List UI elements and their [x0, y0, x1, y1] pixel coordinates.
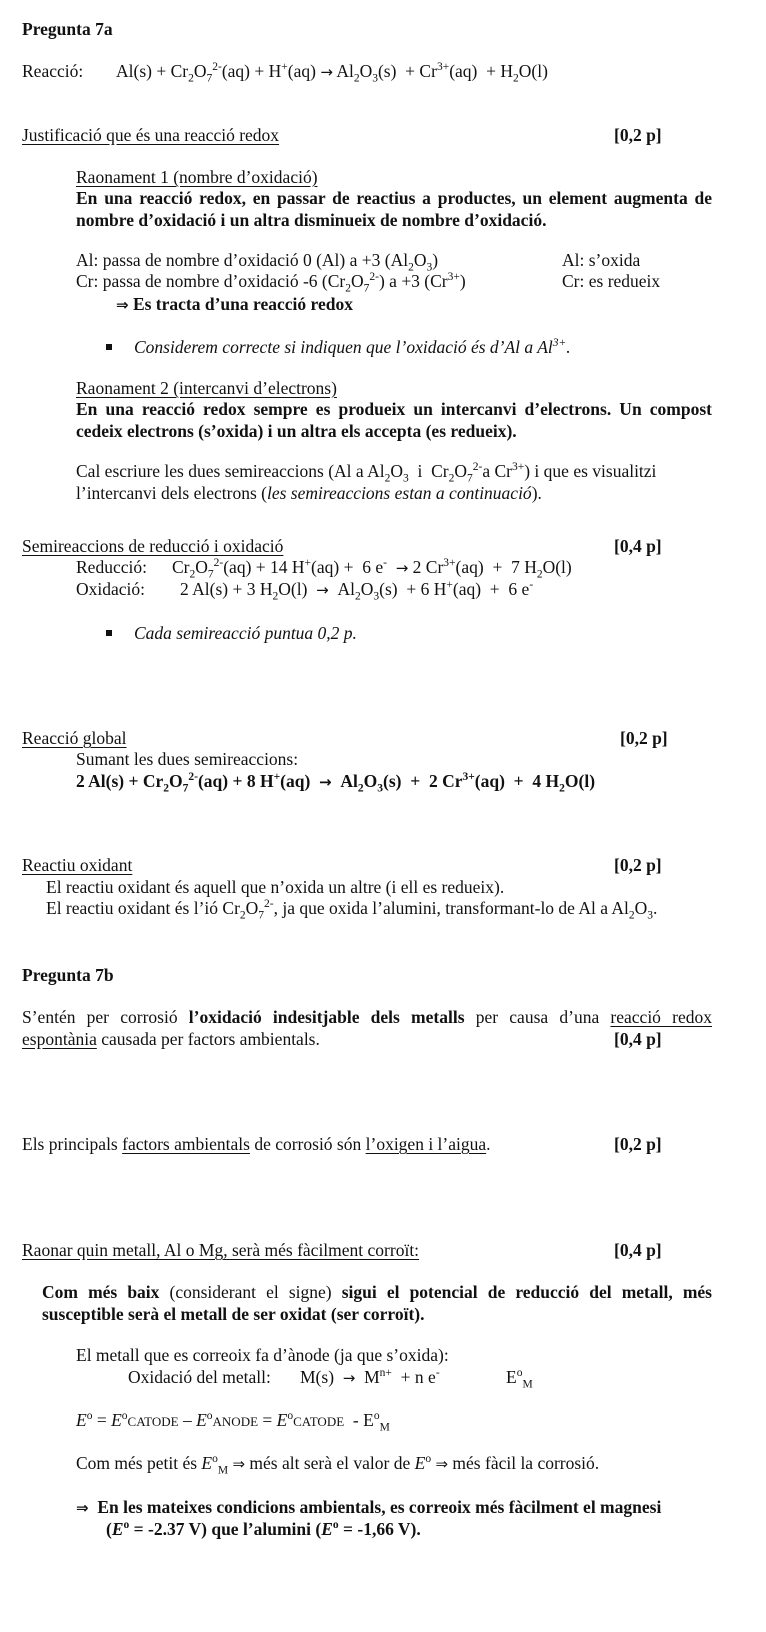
q7b-p3-statement: Com més baix (considerant el signe) sigui el potencial de reducció del metall, més susceptible serà el metall de ser oxidat (ser corroït). [42, 1282, 712, 1324]
q7b-title: Pregunta 7b [22, 965, 114, 985]
semi-points: [0,4 p] [614, 536, 662, 556]
oxidant-heading: Reactiu oxidant [22, 855, 133, 875]
anode-line: El metall que es correoix fa d’ànode (ja que s’oxida): [76, 1345, 449, 1365]
metal-oxidation-label: Oxidació del metall: [128, 1367, 271, 1387]
r1-al-result: Al: s’oxida [562, 250, 641, 270]
final-conclusion-line1: ⇒ En les mateixes condicions ambientals, es correoix més fàcilment el magnesi [76, 1497, 662, 1517]
r1-bullet: Considerem correcte si indiquen que l’oxidació és d’Al a $Al^{3+}$. [106, 336, 571, 358]
r1-al-line: Al: passa de nombre d’oxidació 0 (Al) a +3 $(Al_2O_3)$ [76, 250, 439, 274]
q7b-p2: Els principals factors ambientals de corrosió són l’oxigen i l’aigua. [22, 1134, 491, 1154]
q7b-p1: S’entén per corrosió l’oxidació indesitjable dels metalls per causa d’una reacció redox espontània causada per factors ambientals. [22, 1007, 712, 1049]
oxidation-equation: 2 Al(s) + 3 $H_2O(l) \to Al_2O_3(s) + 6$ H+(aq) + 6 e- [180, 579, 534, 603]
justification-heading: Justificació que és una reacció redox [22, 125, 280, 145]
r1-cr-line: Cr: passa de nombre d’oxidació -6 $(Cr_2O_7^{2-})$ a +3 $(Cr^{3+})$ [76, 271, 466, 295]
r2-text-line2: l’intercanvi dels electrons (les semireaccions estan a continuació). [76, 483, 542, 503]
reduction-equation: $Cr_2O_7^{2-}(aq) + 14$ H+(aq) + 6 e- → 2 $Cr^{3+}(aq) + 7$ $H_2O(l)$ [172, 557, 572, 581]
q7b-p3-heading: Raonar quin metall, Al o Mg, serà més fàcilment corroït: [22, 1240, 420, 1260]
r1-heading: Raonament 1 (nombre d’oxidació) [76, 167, 318, 187]
oxidant-line1: El reactiu oxidant és aquell que n’oxida un altre (i ell es redueix). [46, 877, 505, 897]
compare-line: Com més petit és $E^o_M$ ⇒ més alt serà el valor de $E^o$ ⇒ més fàcil la corrosió. [76, 1453, 600, 1477]
q7a-title: Pregunta 7a [22, 19, 113, 39]
justification-points: [0,2 p] [614, 125, 662, 145]
global-heading: Reacció global [22, 728, 127, 748]
final-conclusion-line2: ($E^o = -2.37$ V) que l’alumini ($E^o = -1,66$ V). [106, 1519, 421, 1539]
r2-statement: En una reacció redox sempre es produeix un intercanvi d’electrons. Un compost cedeix electrons (s’oxida) i un altra els accepta (es redueix). [76, 399, 712, 441]
global-text: Sumant les dues semireaccions: [76, 749, 299, 769]
implies-arrow-icon: ⇒ [116, 296, 129, 314]
reaction-label: Reacció: [22, 61, 84, 81]
r1-cr-result: Cr: es redueix [562, 271, 661, 291]
metal-oxidation-equation: $M(s) \to M^{n+} + n$ e- [300, 1367, 440, 1387]
reduction-label: Reducció: [76, 557, 147, 577]
global-equation: 2 $Al(s) + Cr_2O_7^{2-}(aq) + 8$ $H^+(aq) \to Al_2O_3(s) + 2$ $Cr^{3+}(aq) + 4$ $H_2O(l)$ [76, 771, 596, 795]
r2-heading: Raonament 2 (intercanvi d’electrons) [76, 378, 337, 398]
semi-bullet: Cada semireacció puntua 0,2 p. [106, 622, 357, 644]
r2-text-line1: Cal escriure les dues semireaccions (Al a $Al_2O_3$ i $Cr_2O_7^{2-}a$ $Cr^{3+}$) i que es visualitzi [76, 461, 657, 485]
bullet-icon [106, 344, 112, 350]
metal-potential: $E^o_M$ [506, 1367, 533, 1391]
q7b-p3-points: [0,4 p] [614, 1240, 662, 1260]
oxidation-label: Oxidació: [76, 579, 146, 599]
global-points: [0,2 p] [620, 728, 668, 748]
semi-heading: Semireaccions de reducció i oxidació [22, 536, 284, 556]
bullet-icon [106, 630, 112, 636]
q7b-p2-points: [0,2 p] [614, 1134, 662, 1154]
r1-conclusion: ⇒ Es tracta d’una reacció redox [116, 294, 353, 314]
reaction-equation: $Al(s) + Cr_2O_7^{2-}(aq) + H^+(aq) \to Al_2O_3(s) + Cr^{3+}(aq) + H_2O(l)$ [116, 61, 548, 85]
r1-statement: En una reacció redox, en passar de reactius a productes, un element augmenta de nombre d’oxidació i un altra disminueix de nombre d’oxidació. [76, 188, 712, 230]
implies-arrow-icon: ⇒ [232, 1455, 246, 1473]
implies-arrow-icon: ⇒ [76, 1499, 89, 1517]
potential-formula: $E^o$ = $E^oCATODE$ – $E^oANODE$ = $E^oCATODE - E^o_M$ [76, 1410, 390, 1434]
oxidant-line2: El reactiu oxidant és l’ió $Cr_2O_7^{2-}$, ja que oxida l’alumini, transformant-lo de Al a $Al_2O_3$. [46, 898, 658, 922]
implies-arrow-icon: ⇒ [435, 1455, 449, 1473]
oxidant-points: [0,2 p] [614, 855, 662, 875]
q7b-p1-points: [0,4 p] [614, 1029, 662, 1049]
